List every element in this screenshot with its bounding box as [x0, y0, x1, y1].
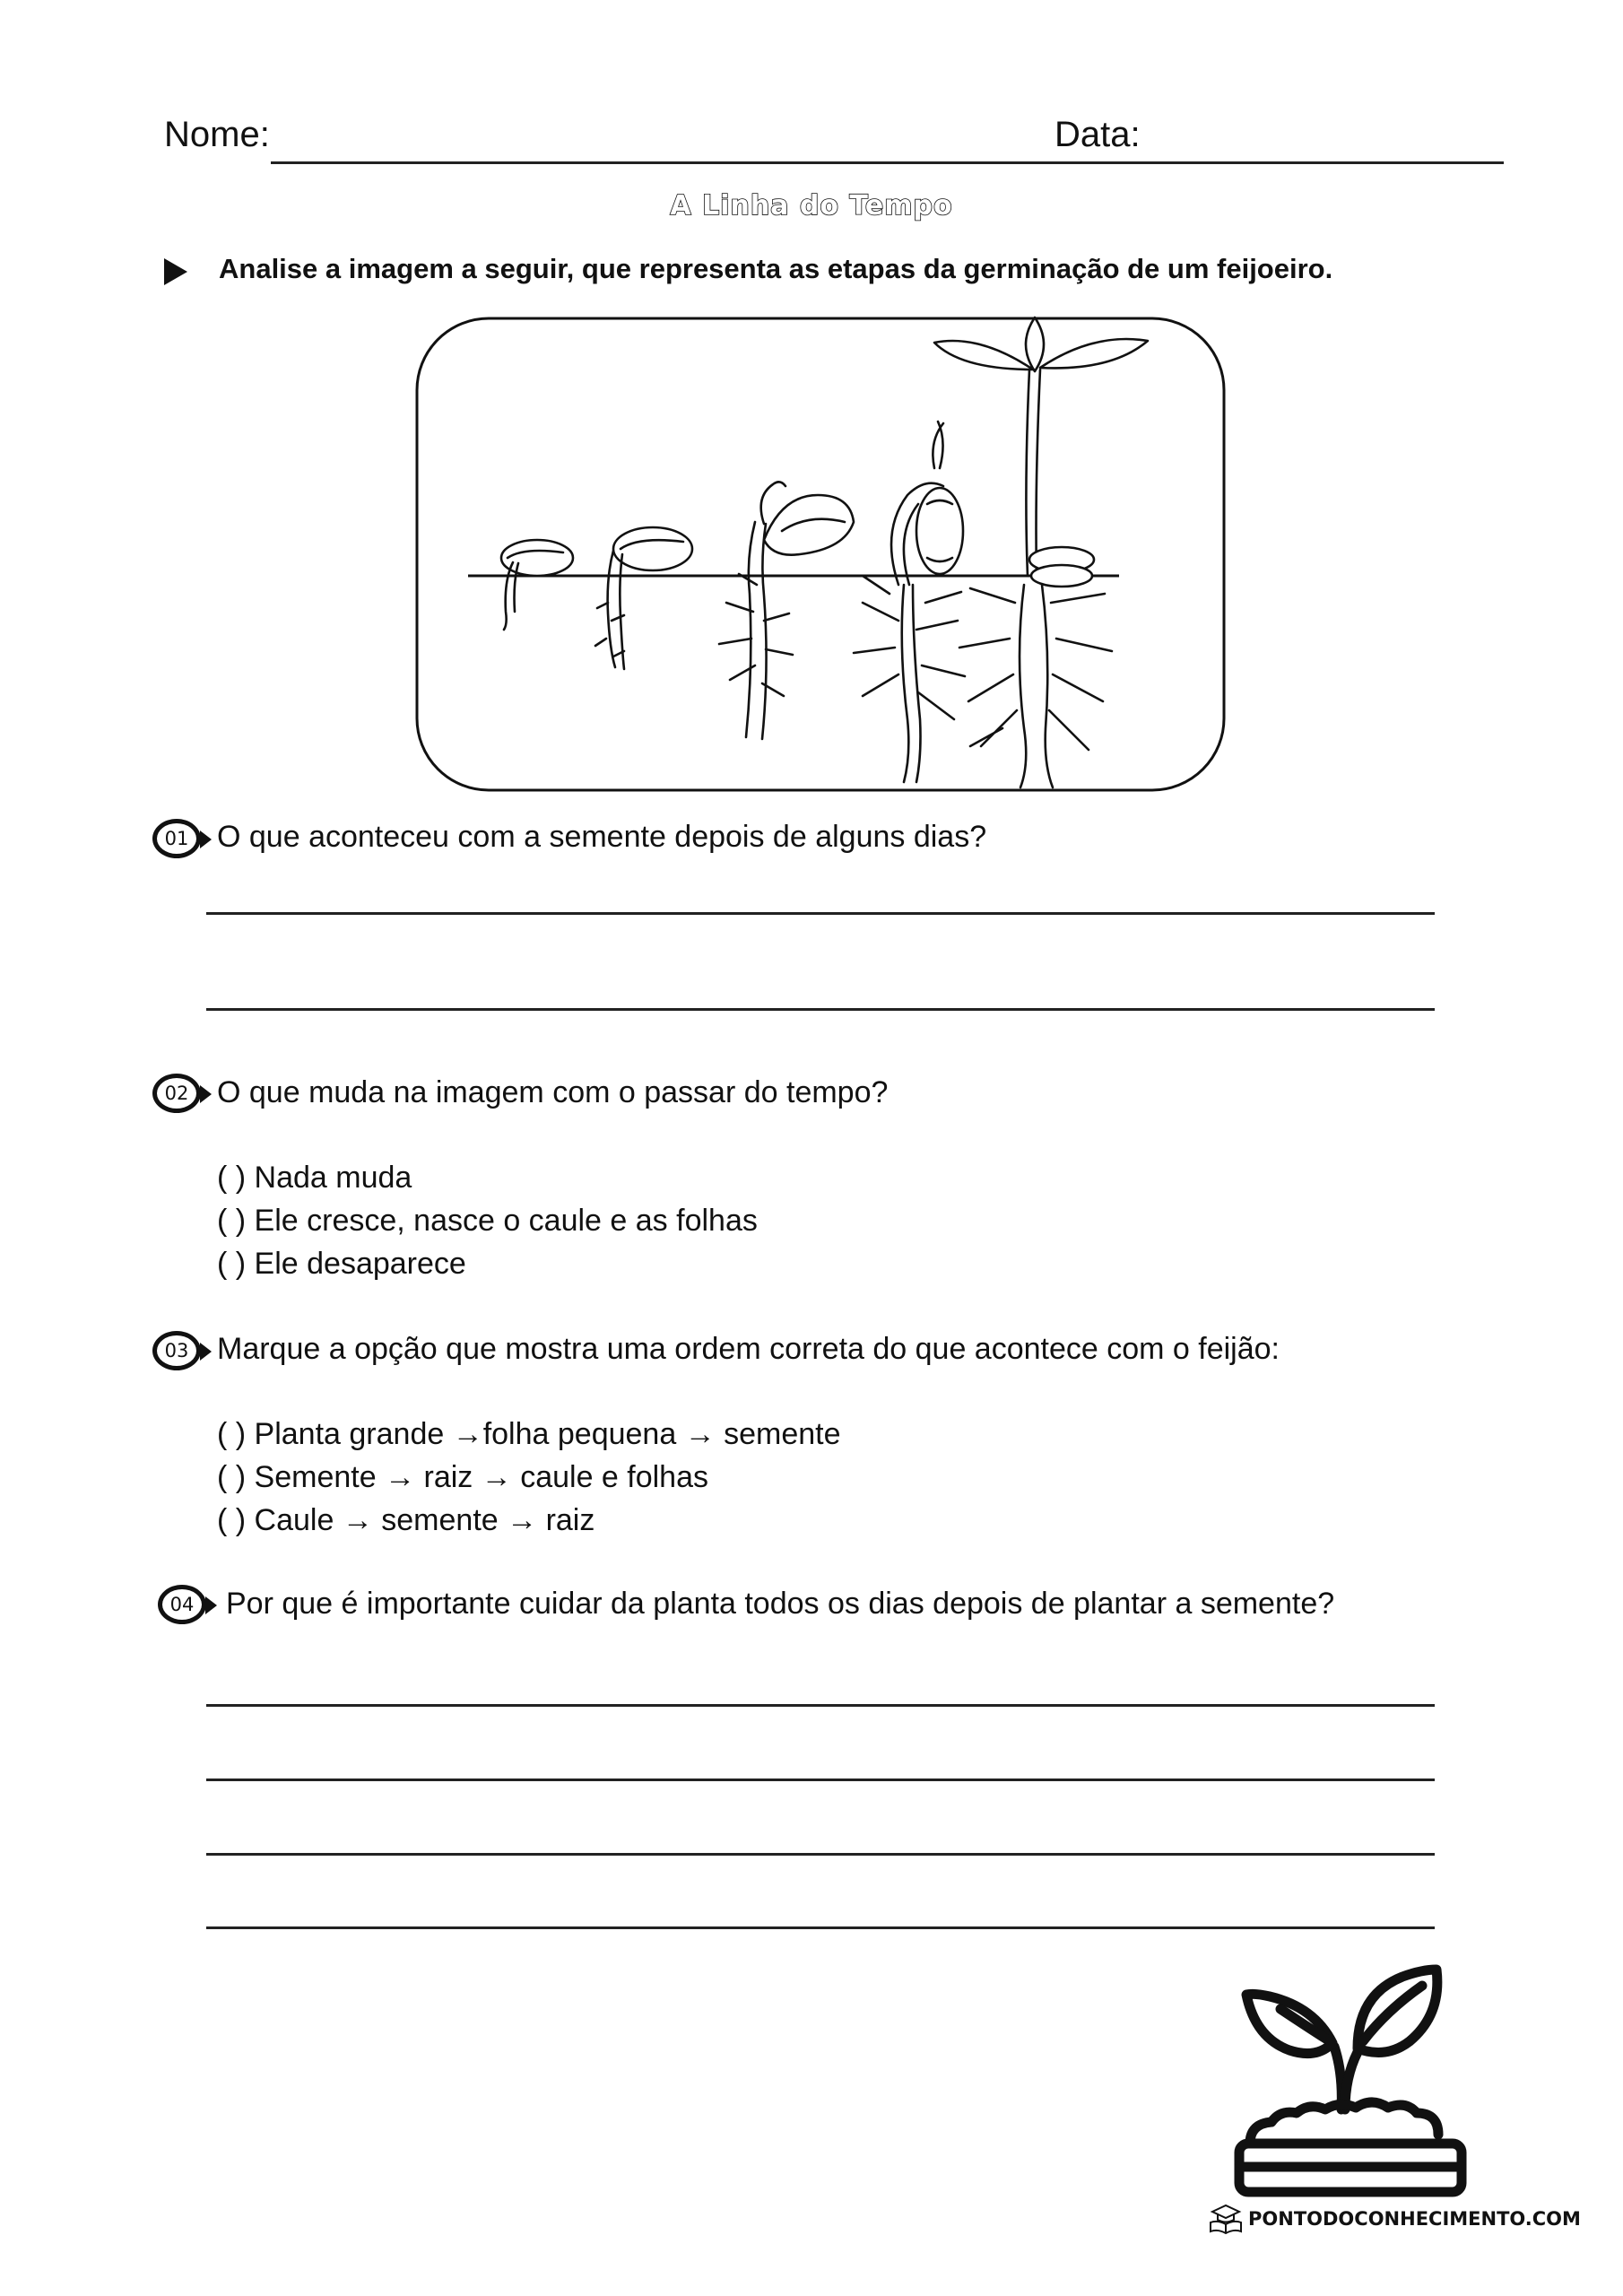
answer-option[interactable]: ( ) Nada muda: [217, 1161, 412, 1195]
answer-option[interactable]: ( ) Planta grande →folha pequena → semente: [217, 1417, 841, 1451]
answer-option[interactable]: ( ) Semente → raiz → caule e folhas: [217, 1460, 709, 1494]
plant-box-icon: [1227, 1955, 1478, 2197]
question-number-badge: [158, 1585, 206, 1624]
question-number-badge: [152, 1074, 201, 1113]
answer-option[interactable]: ( ) Ele cresce, nasce o caule e as folhas: [217, 1204, 758, 1238]
badge-pointer-icon: [205, 1596, 217, 1614]
answer-line[interactable]: [206, 1779, 1435, 1781]
question-number: 03: [164, 1340, 189, 1361]
question-text: O que aconteceu com a semente depois de alguns dias?: [217, 820, 987, 854]
answer-option[interactable]: ( ) Caule → semente → raiz: [217, 1503, 595, 1537]
germination-illustration: [414, 316, 1227, 793]
question-text: Marque a opção que mostra uma ordem correta do que acontece com o feijão:: [217, 1332, 1280, 1366]
stage-seedling: [854, 422, 965, 782]
answer-line[interactable]: [206, 1008, 1435, 1011]
question-number-badge: [152, 819, 201, 858]
question-number: 01: [164, 828, 189, 849]
badge-pointer-icon: [200, 831, 212, 848]
answer-line[interactable]: [206, 1853, 1435, 1856]
badge-pointer-icon: [200, 1085, 212, 1103]
question-text: Por que é importante cuidar da planta todos os dias depois de plantar a semente?: [226, 1587, 1335, 1621]
school-book-icon: [1207, 2203, 1245, 2235]
name-date-line[interactable]: [271, 161, 1504, 164]
bullet-arrow-icon: [164, 258, 187, 285]
name-label: Nome:: [164, 115, 270, 154]
date-label: Data:: [1055, 115, 1141, 154]
stage-sprout: [719, 482, 854, 739]
question-number-badge: [152, 1331, 201, 1370]
badge-pointer-icon: [200, 1343, 212, 1361]
answer-line[interactable]: [206, 912, 1435, 915]
instruction-text: Analise a imagem a seguir, que representa as etapas da germinação de um feijoeiro.: [219, 253, 1333, 284]
question-text: O que muda na imagem com o passar do tempo?: [217, 1075, 889, 1109]
page-title: A Linha do Tempo: [670, 190, 953, 222]
stage-root: [595, 527, 692, 669]
question-number: 04: [169, 1594, 195, 1615]
answer-option[interactable]: ( ) Ele desaparece: [217, 1247, 466, 1281]
answer-line[interactable]: [206, 1926, 1435, 1929]
question-number: 02: [164, 1083, 189, 1104]
answer-line[interactable]: [206, 1704, 1435, 1707]
stage-plant: [934, 317, 1148, 787]
site-name[interactable]: PONTODOCONHECIMENTO.COM: [1248, 2208, 1581, 2230]
stage-seed: [501, 540, 573, 630]
